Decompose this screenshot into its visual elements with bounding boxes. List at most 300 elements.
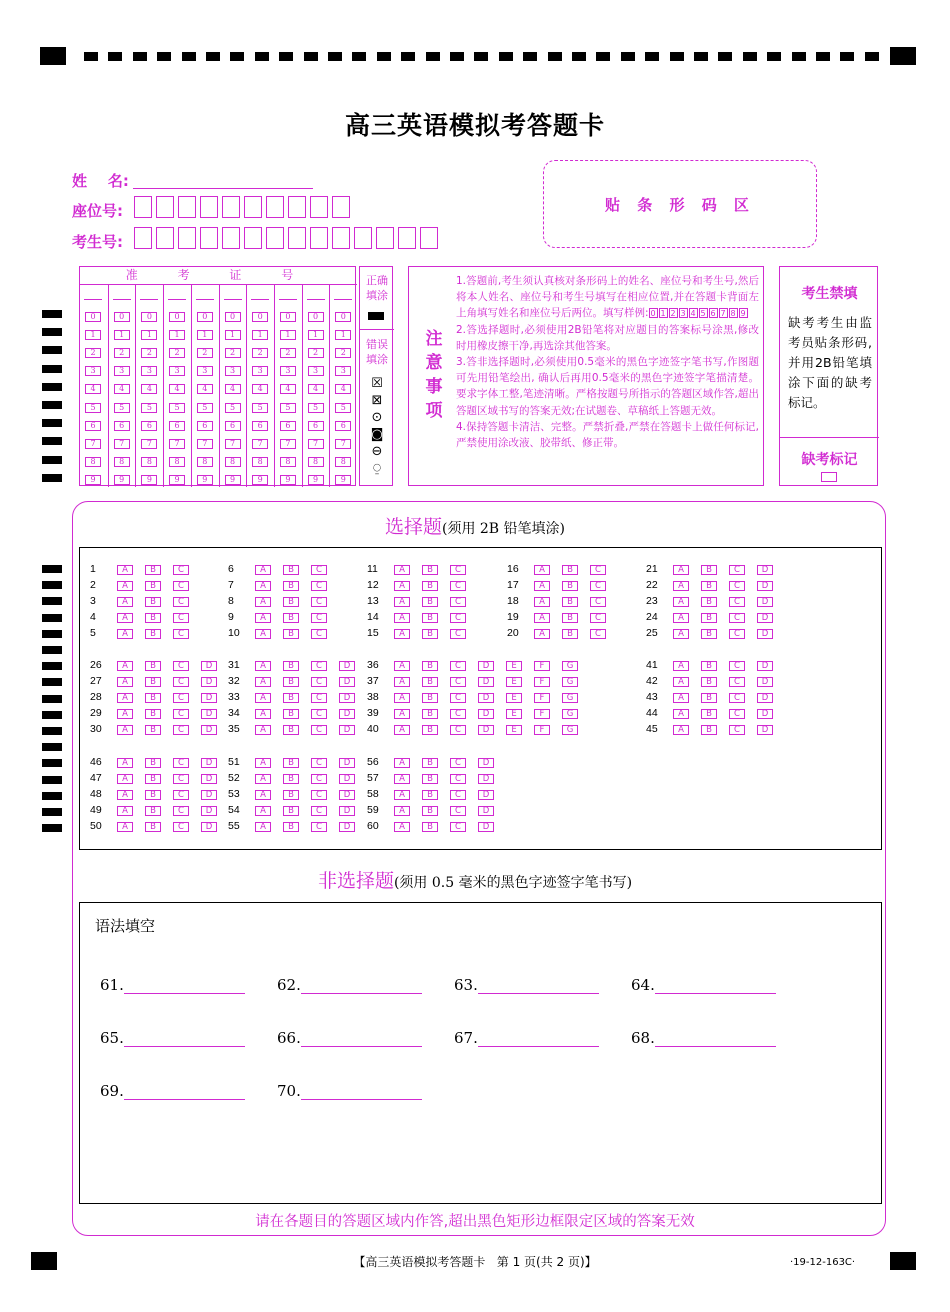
admission-bubble[interactable]: 3 (335, 366, 351, 376)
admission-bubble[interactable]: 9 (85, 475, 101, 485)
option-bubble[interactable]: C (450, 693, 466, 703)
option-bubble[interactable]: B (422, 661, 438, 671)
option-bubble[interactable]: C (450, 790, 466, 800)
admission-bubble[interactable]: 5 (141, 403, 157, 413)
option-bubble[interactable]: D (201, 693, 217, 703)
option-bubble[interactable]: A (255, 581, 271, 591)
admission-bubble[interactable]: 1 (114, 330, 130, 340)
option-bubble[interactable]: C (450, 725, 466, 735)
option-bubble[interactable]: B (145, 806, 161, 816)
option-bubble[interactable]: C (590, 597, 606, 607)
option-bubble[interactable]: A (534, 565, 550, 575)
admission-bubble[interactable]: 2 (169, 348, 185, 358)
admission-bubble[interactable]: 7 (252, 439, 268, 449)
option-bubble[interactable]: C (590, 581, 606, 591)
option-bubble[interactable]: C (311, 613, 327, 623)
option-bubble[interactable]: C (173, 629, 189, 639)
option-bubble[interactable]: B (701, 693, 717, 703)
option-bubble[interactable]: F (534, 693, 550, 703)
option-bubble[interactable]: D (201, 790, 217, 800)
option-bubble[interactable]: B (283, 790, 299, 800)
option-bubble[interactable]: B (701, 677, 717, 687)
option-bubble[interactable]: B (145, 597, 161, 607)
option-bubble[interactable]: A (673, 725, 689, 735)
option-bubble[interactable]: C (450, 629, 466, 639)
option-bubble[interactable]: C (450, 822, 466, 832)
option-bubble[interactable]: B (562, 629, 578, 639)
option-bubble[interactable]: D (339, 661, 355, 671)
option-bubble[interactable]: A (673, 709, 689, 719)
admission-bubble[interactable]: 7 (335, 439, 351, 449)
option-bubble[interactable]: B (283, 629, 299, 639)
admission-bubble[interactable]: 2 (85, 348, 101, 358)
admission-digit-box[interactable] (84, 290, 102, 300)
admission-bubble[interactable]: 7 (197, 439, 213, 449)
option-bubble[interactable]: A (117, 597, 133, 607)
option-bubble[interactable]: A (255, 758, 271, 768)
option-bubble[interactable]: C (311, 677, 327, 687)
grammar-blank[interactable] (100, 976, 245, 994)
option-bubble[interactable]: A (394, 677, 410, 687)
admission-bubble[interactable]: 1 (335, 330, 351, 340)
option-bubble[interactable]: D (757, 693, 773, 703)
option-bubble[interactable]: A (673, 565, 689, 575)
admission-bubble[interactable]: 1 (141, 330, 157, 340)
option-bubble[interactable]: E (506, 725, 522, 735)
admission-bubble[interactable]: 2 (280, 348, 296, 358)
option-bubble[interactable]: A (117, 661, 133, 671)
option-bubble[interactable]: A (255, 565, 271, 575)
admission-bubble[interactable]: 9 (280, 475, 296, 485)
option-bubble[interactable]: B (145, 629, 161, 639)
admission-bubble[interactable]: 6 (85, 421, 101, 431)
admission-bubble[interactable]: 4 (85, 384, 101, 394)
option-bubble[interactable]: C (729, 597, 745, 607)
option-bubble[interactable]: G (562, 677, 578, 687)
admission-bubble[interactable]: 0 (141, 312, 157, 322)
option-bubble[interactable]: A (255, 774, 271, 784)
option-bubble[interactable]: A (673, 581, 689, 591)
option-bubble[interactable]: C (311, 774, 327, 784)
admission-bubble[interactable]: 6 (252, 421, 268, 431)
option-bubble[interactable]: C (173, 709, 189, 719)
answer-line[interactable] (124, 1083, 245, 1100)
option-bubble[interactable]: A (117, 693, 133, 703)
option-bubble[interactable]: C (173, 758, 189, 768)
option-bubble[interactable]: A (673, 661, 689, 671)
admission-bubble[interactable]: 6 (308, 421, 324, 431)
option-bubble[interactable]: D (757, 581, 773, 591)
option-bubble[interactable]: B (422, 774, 438, 784)
admission-digit-box[interactable] (168, 290, 186, 300)
option-bubble[interactable]: B (145, 725, 161, 735)
option-bubble[interactable]: B (562, 613, 578, 623)
admission-bubble[interactable]: 3 (85, 366, 101, 376)
admission-bubble[interactable]: 4 (335, 384, 351, 394)
option-bubble[interactable]: B (283, 597, 299, 607)
option-bubble[interactable]: B (422, 790, 438, 800)
admission-bubble[interactable]: 3 (169, 366, 185, 376)
grammar-blank[interactable] (454, 976, 599, 994)
absent-mark-box[interactable] (821, 472, 837, 482)
option-bubble[interactable]: B (422, 693, 438, 703)
option-bubble[interactable]: D (339, 677, 355, 687)
answer-line[interactable] (478, 977, 599, 994)
admission-bubble[interactable]: 6 (280, 421, 296, 431)
admission-bubble[interactable]: 1 (308, 330, 324, 340)
option-bubble[interactable]: D (757, 709, 773, 719)
admission-bubble[interactable]: 0 (197, 312, 213, 322)
option-bubble[interactable]: C (311, 725, 327, 735)
option-bubble[interactable]: A (255, 597, 271, 607)
answer-line[interactable] (301, 1030, 422, 1047)
admission-bubble[interactable]: 5 (169, 403, 185, 413)
option-bubble[interactable]: D (201, 758, 217, 768)
option-bubble[interactable]: C (173, 774, 189, 784)
admission-bubble[interactable]: 2 (141, 348, 157, 358)
option-bubble[interactable]: A (673, 677, 689, 687)
option-bubble[interactable]: D (478, 790, 494, 800)
option-bubble[interactable]: A (673, 629, 689, 639)
option-bubble[interactable]: A (394, 693, 410, 703)
answer-line[interactable] (655, 977, 776, 994)
option-bubble[interactable]: A (394, 774, 410, 784)
option-bubble[interactable]: C (450, 774, 466, 784)
option-bubble[interactable]: C (173, 677, 189, 687)
option-bubble[interactable]: C (173, 581, 189, 591)
admission-bubble[interactable]: 0 (308, 312, 324, 322)
option-bubble[interactable]: A (117, 581, 133, 591)
option-bubble[interactable]: D (478, 661, 494, 671)
option-bubble[interactable]: A (117, 790, 133, 800)
option-bubble[interactable]: B (701, 565, 717, 575)
seat-number-boxes[interactable] (134, 196, 374, 222)
admission-bubble[interactable]: 4 (141, 384, 157, 394)
answer-line[interactable] (301, 977, 422, 994)
admission-bubble[interactable]: 8 (280, 457, 296, 467)
option-bubble[interactable]: A (117, 565, 133, 575)
admission-bubble[interactable]: 8 (335, 457, 351, 467)
option-bubble[interactable]: C (173, 661, 189, 671)
option-bubble[interactable]: A (394, 822, 410, 832)
option-bubble[interactable]: D (339, 709, 355, 719)
admission-bubble[interactable]: 8 (225, 457, 241, 467)
admission-digit-box[interactable] (224, 290, 242, 300)
option-bubble[interactable]: A (534, 581, 550, 591)
option-bubble[interactable]: G (562, 693, 578, 703)
option-bubble[interactable]: C (311, 806, 327, 816)
admission-bubble[interactable]: 2 (114, 348, 130, 358)
option-bubble[interactable]: A (255, 806, 271, 816)
option-bubble[interactable]: D (201, 822, 217, 832)
option-bubble[interactable]: C (590, 613, 606, 623)
option-bubble[interactable]: A (255, 725, 271, 735)
option-bubble[interactable]: D (757, 613, 773, 623)
option-bubble[interactable]: B (422, 725, 438, 735)
grammar-blank[interactable] (631, 976, 776, 994)
option-bubble[interactable]: D (757, 629, 773, 639)
option-bubble[interactable]: C (173, 565, 189, 575)
admission-bubble[interactable]: 4 (252, 384, 268, 394)
option-bubble[interactable]: A (394, 758, 410, 768)
option-bubble[interactable]: D (478, 709, 494, 719)
admission-bubble[interactable]: 1 (225, 330, 241, 340)
option-bubble[interactable]: C (311, 822, 327, 832)
option-bubble[interactable]: C (450, 758, 466, 768)
option-bubble[interactable]: B (701, 597, 717, 607)
option-bubble[interactable]: A (394, 725, 410, 735)
option-bubble[interactable]: C (450, 613, 466, 623)
option-bubble[interactable]: A (394, 790, 410, 800)
admission-bubble[interactable]: 5 (225, 403, 241, 413)
admission-bubble[interactable]: 5 (335, 403, 351, 413)
admission-bubble[interactable]: 2 (308, 348, 324, 358)
admission-bubble[interactable]: 3 (252, 366, 268, 376)
option-bubble[interactable]: G (562, 709, 578, 719)
option-bubble[interactable]: E (506, 693, 522, 703)
admission-bubble[interactable]: 5 (252, 403, 268, 413)
admission-number-grid[interactable] (79, 266, 356, 486)
admission-bubble[interactable]: 9 (169, 475, 185, 485)
option-bubble[interactable]: D (757, 597, 773, 607)
option-bubble[interactable]: A (394, 613, 410, 623)
option-bubble[interactable]: C (590, 565, 606, 575)
option-bubble[interactable]: F (534, 709, 550, 719)
admission-bubble[interactable]: 5 (280, 403, 296, 413)
admission-bubble[interactable]: 3 (225, 366, 241, 376)
admission-bubble[interactable]: 9 (252, 475, 268, 485)
option-bubble[interactable]: C (311, 581, 327, 591)
option-bubble[interactable]: B (422, 822, 438, 832)
option-bubble[interactable]: A (394, 709, 410, 719)
admission-bubble[interactable]: 4 (308, 384, 324, 394)
option-bubble[interactable]: C (173, 693, 189, 703)
admission-bubble[interactable]: 4 (225, 384, 241, 394)
option-bubble[interactable]: G (562, 661, 578, 671)
option-bubble[interactable]: A (394, 565, 410, 575)
admission-bubble[interactable]: 6 (114, 421, 130, 431)
option-bubble[interactable]: C (450, 565, 466, 575)
option-bubble[interactable]: B (145, 613, 161, 623)
option-bubble[interactable]: C (311, 758, 327, 768)
option-bubble[interactable]: C (311, 693, 327, 703)
option-bubble[interactable]: D (339, 806, 355, 816)
admission-bubble[interactable]: 3 (114, 366, 130, 376)
option-bubble[interactable]: F (534, 677, 550, 687)
option-bubble[interactable]: D (478, 774, 494, 784)
option-bubble[interactable]: B (422, 677, 438, 687)
option-bubble[interactable]: D (478, 822, 494, 832)
grammar-blank[interactable] (277, 976, 422, 994)
option-bubble[interactable]: D (757, 661, 773, 671)
admission-bubble[interactable]: 6 (335, 421, 351, 431)
option-bubble[interactable]: B (283, 661, 299, 671)
option-bubble[interactable]: B (145, 693, 161, 703)
option-bubble[interactable]: A (255, 629, 271, 639)
option-bubble[interactable]: A (255, 677, 271, 687)
admission-bubble[interactable]: 7 (114, 439, 130, 449)
admission-bubble[interactable]: 2 (335, 348, 351, 358)
grammar-blank[interactable] (631, 1029, 776, 1047)
admission-bubble[interactable]: 8 (308, 457, 324, 467)
admission-bubble[interactable]: 5 (114, 403, 130, 413)
admission-bubble[interactable]: 5 (85, 403, 101, 413)
option-bubble[interactable]: D (339, 774, 355, 784)
admission-bubble[interactable]: 6 (141, 421, 157, 431)
option-bubble[interactable]: C (450, 581, 466, 591)
option-bubble[interactable]: B (422, 565, 438, 575)
option-bubble[interactable]: D (201, 709, 217, 719)
option-bubble[interactable]: A (117, 774, 133, 784)
admission-bubble[interactable]: 7 (225, 439, 241, 449)
option-bubble[interactable]: C (173, 725, 189, 735)
admission-bubble[interactable]: 7 (308, 439, 324, 449)
admission-bubble[interactable]: 8 (169, 457, 185, 467)
option-bubble[interactable]: C (729, 565, 745, 575)
option-bubble[interactable]: B (562, 597, 578, 607)
admission-bubble[interactable]: 2 (252, 348, 268, 358)
option-bubble[interactable]: C (729, 613, 745, 623)
admission-bubble[interactable]: 6 (225, 421, 241, 431)
answer-line[interactable] (478, 1030, 599, 1047)
option-bubble[interactable]: C (729, 725, 745, 735)
admission-bubble[interactable]: 3 (141, 366, 157, 376)
option-bubble[interactable]: B (283, 581, 299, 591)
option-bubble[interactable]: C (173, 790, 189, 800)
admission-bubble[interactable]: 4 (169, 384, 185, 394)
option-bubble[interactable]: A (255, 661, 271, 671)
option-bubble[interactable]: A (255, 790, 271, 800)
option-bubble[interactable]: B (283, 613, 299, 623)
option-bubble[interactable]: A (394, 581, 410, 591)
option-bubble[interactable]: C (311, 597, 327, 607)
option-bubble[interactable]: B (422, 758, 438, 768)
admission-bubble[interactable]: 7 (169, 439, 185, 449)
option-bubble[interactable]: B (422, 613, 438, 623)
admission-bubble[interactable]: 5 (197, 403, 213, 413)
admission-bubble[interactable]: 4 (280, 384, 296, 394)
option-bubble[interactable]: A (255, 709, 271, 719)
option-bubble[interactable]: C (173, 613, 189, 623)
admission-bubble[interactable]: 6 (197, 421, 213, 431)
option-bubble[interactable]: C (450, 661, 466, 671)
admission-bubble[interactable]: 7 (141, 439, 157, 449)
admission-bubble[interactable]: 7 (85, 439, 101, 449)
option-bubble[interactable]: F (534, 725, 550, 735)
option-bubble[interactable]: B (422, 806, 438, 816)
admission-bubble[interactable]: 8 (197, 457, 213, 467)
option-bubble[interactable]: A (255, 613, 271, 623)
grammar-blank[interactable] (277, 1029, 422, 1047)
option-bubble[interactable]: D (478, 693, 494, 703)
answer-line[interactable] (124, 977, 245, 994)
option-bubble[interactable]: A (394, 806, 410, 816)
option-bubble[interactable]: C (311, 661, 327, 671)
admission-digit-box[interactable] (140, 290, 158, 300)
option-bubble[interactable]: C (311, 565, 327, 575)
option-bubble[interactable]: C (311, 790, 327, 800)
option-bubble[interactable]: B (701, 581, 717, 591)
option-bubble[interactable]: E (506, 677, 522, 687)
option-bubble[interactable]: A (534, 613, 550, 623)
option-bubble[interactable]: B (562, 565, 578, 575)
option-bubble[interactable]: D (339, 725, 355, 735)
option-bubble[interactable]: A (255, 693, 271, 703)
admission-bubble[interactable]: 0 (335, 312, 351, 322)
option-bubble[interactable]: C (311, 709, 327, 719)
option-bubble[interactable]: A (534, 597, 550, 607)
option-bubble[interactable]: A (673, 597, 689, 607)
option-bubble[interactable]: C (173, 597, 189, 607)
admission-bubble[interactable]: 5 (308, 403, 324, 413)
admission-bubble[interactable]: 9 (114, 475, 130, 485)
option-bubble[interactable]: A (117, 629, 133, 639)
admission-bubble[interactable]: 3 (280, 366, 296, 376)
answer-line[interactable] (301, 1083, 422, 1100)
option-bubble[interactable]: D (757, 565, 773, 575)
option-bubble[interactable]: G (562, 725, 578, 735)
admission-bubble[interactable]: 0 (280, 312, 296, 322)
option-bubble[interactable]: B (145, 677, 161, 687)
option-bubble[interactable]: A (673, 613, 689, 623)
admission-bubble[interactable]: 8 (85, 457, 101, 467)
option-bubble[interactable]: D (201, 725, 217, 735)
admission-bubble[interactable]: 1 (85, 330, 101, 340)
admission-bubble[interactable]: 0 (252, 312, 268, 322)
option-bubble[interactable]: C (450, 709, 466, 719)
option-bubble[interactable]: B (145, 565, 161, 575)
option-bubble[interactable]: F (534, 661, 550, 671)
option-bubble[interactable]: A (117, 709, 133, 719)
admission-bubble[interactable]: 2 (197, 348, 213, 358)
option-bubble[interactable]: A (117, 758, 133, 768)
grammar-blank[interactable] (454, 1029, 599, 1047)
option-bubble[interactable]: B (283, 725, 299, 735)
option-bubble[interactable]: D (339, 693, 355, 703)
option-bubble[interactable]: C (450, 677, 466, 687)
option-bubble[interactable]: A (394, 661, 410, 671)
option-bubble[interactable]: C (173, 822, 189, 832)
option-bubble[interactable]: B (145, 581, 161, 591)
option-bubble[interactable]: D (757, 677, 773, 687)
admission-bubble[interactable]: 4 (197, 384, 213, 394)
admission-bubble[interactable]: 9 (197, 475, 213, 485)
option-bubble[interactable]: B (145, 774, 161, 784)
option-bubble[interactable]: B (283, 822, 299, 832)
option-bubble[interactable]: B (562, 581, 578, 591)
admission-bubble[interactable]: 0 (85, 312, 101, 322)
option-bubble[interactable]: B (283, 693, 299, 703)
option-bubble[interactable]: B (283, 774, 299, 784)
option-bubble[interactable]: D (201, 774, 217, 784)
option-bubble[interactable]: A (117, 806, 133, 816)
answer-line[interactable] (655, 1030, 776, 1047)
option-bubble[interactable]: D (478, 725, 494, 735)
option-bubble[interactable]: C (450, 806, 466, 816)
name-field[interactable] (133, 170, 313, 189)
admission-bubble[interactable]: 9 (335, 475, 351, 485)
option-bubble[interactable]: D (339, 790, 355, 800)
option-bubble[interactable]: B (701, 725, 717, 735)
admission-bubble[interactable]: 8 (141, 457, 157, 467)
option-bubble[interactable]: A (117, 677, 133, 687)
option-bubble[interactable]: D (339, 822, 355, 832)
option-bubble[interactable]: B (422, 629, 438, 639)
admission-bubble[interactable]: 3 (197, 366, 213, 376)
option-bubble[interactable]: B (701, 613, 717, 623)
option-bubble[interactable]: A (394, 597, 410, 607)
admission-digit-box[interactable] (307, 290, 325, 300)
